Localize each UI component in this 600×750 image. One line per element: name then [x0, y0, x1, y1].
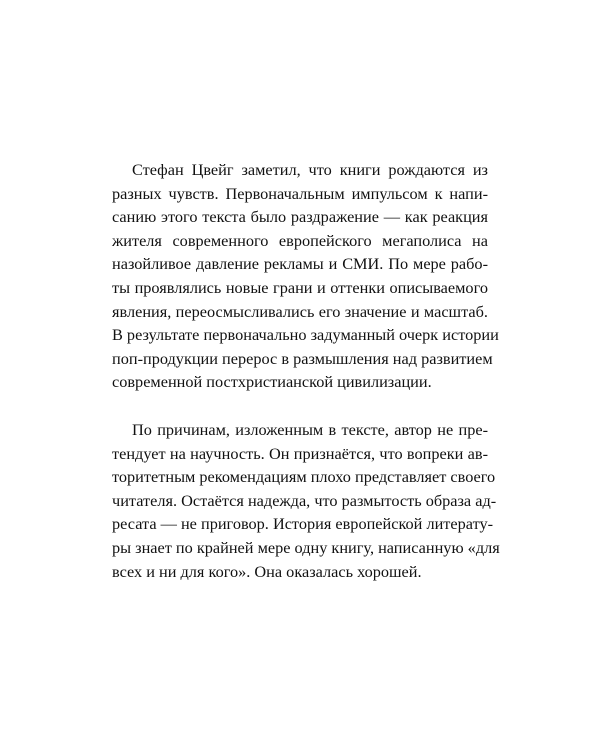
text-line: назойливое давление рекламы и СМИ. По мере рабо-: [112, 254, 488, 274]
body-text: [112, 158, 500, 583]
text-line: санию этого текста было раздражение — как реакция: [112, 207, 488, 227]
paragraph-2: [112, 418, 500, 583]
text-line: поп-продукции перерос в размышления над развитием: [112, 348, 493, 368]
text-line: ресата — не приговор. История европейской литерату-: [112, 514, 494, 534]
text-line: всех и ни для кого». Она оказалась хорошей.: [112, 561, 422, 581]
text-line: ты проявлялись новые грани и оттенки описываемого: [112, 277, 488, 297]
text-line: В результате первоначально задуманный очерк истории: [112, 325, 499, 345]
text-line: ры знает по крайней мере одну книгу, написанную «для: [112, 537, 500, 557]
paragraph-1: [112, 158, 499, 394]
text-line: тендует на научность. Он признаётся, что вопреки ав-: [112, 443, 488, 463]
text-line: разных чувств. Первоначальным импульсом к напи-: [112, 183, 488, 203]
text-line: По причинам, изложенным в тексте, автор не пре-: [132, 419, 488, 439]
text-line: Стефан Цвейг заметил, что книги рождаются из: [132, 160, 488, 179]
text-line: явления, переосмысливались его значение и масштаб.: [112, 301, 488, 321]
text-line: читателя. Остаётся надежда, что размытость образа ад-: [112, 490, 497, 510]
text-line: жителя современного европейского мегаполиса на: [112, 230, 488, 250]
text-line: современной постхристианской цивилизации.: [112, 372, 432, 392]
text-line: торитетным рекомендациям плохо представляет своего: [112, 467, 496, 487]
